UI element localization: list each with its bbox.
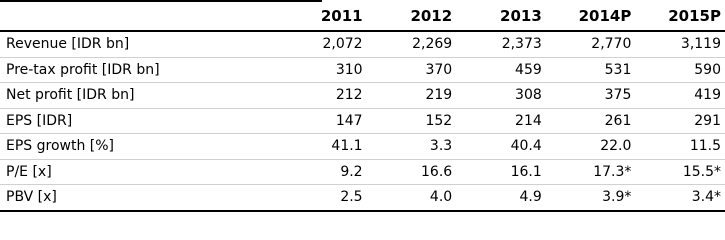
- table-cell: 3,119: [635, 31, 725, 57]
- table-cell: 2,770: [546, 31, 636, 57]
- table-row-pbv: [0, 185, 725, 211]
- row-label: PBV [x]: [0, 185, 277, 211]
- row-label: EPS [IDR]: [0, 108, 277, 134]
- table-cell: 214: [456, 108, 546, 134]
- table-row-net-profit: [0, 83, 725, 109]
- table-cell: 152: [367, 108, 457, 134]
- row-label: Net profit [IDR bn]: [0, 83, 277, 109]
- column-header-2011: 2011: [277, 2, 367, 31]
- table-cell: 2,269: [367, 31, 457, 57]
- table-cell: 4.0: [367, 185, 457, 211]
- table-cell: 2,072: [277, 31, 367, 57]
- table-cell: 308: [456, 83, 546, 109]
- table-cell: 370: [367, 57, 457, 83]
- table-cell: 590: [635, 57, 725, 83]
- table-cell: 219: [367, 83, 457, 109]
- row-label: EPS growth [%]: [0, 134, 277, 160]
- table-cell: 261: [546, 108, 636, 134]
- table-row-eps-growth: [0, 134, 725, 160]
- table-cell: 41.1: [277, 134, 367, 160]
- column-header-2014p: 2014P: [546, 2, 636, 31]
- table-cell: 3.9*: [546, 185, 636, 211]
- table-header-row: [0, 2, 725, 31]
- table-cell: 4.9: [456, 185, 546, 211]
- table-cell: 291: [635, 108, 725, 134]
- column-header-2013: 2013: [456, 2, 546, 31]
- table-cell: 531: [546, 57, 636, 83]
- row-label: Pre-tax profit [IDR bn]: [0, 57, 277, 83]
- table-cell: 11.5: [635, 134, 725, 160]
- table-cell: 3.3: [367, 134, 457, 160]
- table-cell: 22.0: [546, 134, 636, 160]
- table-cell: 16.6: [367, 159, 457, 185]
- table-cell: 40.4: [456, 134, 546, 160]
- table-cell: 2,373: [456, 31, 546, 57]
- table-cell: 15.5*: [635, 159, 725, 185]
- table-row-revenue: [0, 31, 725, 57]
- table-cell: 310: [277, 57, 367, 83]
- table-cell: 2.5: [277, 185, 367, 211]
- table-cell: 9.2: [277, 159, 367, 185]
- table-row-pe: [0, 159, 725, 185]
- table-cell: 147: [277, 108, 367, 134]
- table-row-eps: [0, 108, 725, 134]
- row-label: Revenue [IDR bn]: [0, 31, 277, 57]
- row-label: P/E [x]: [0, 159, 277, 185]
- table-cell: 17.3*: [546, 159, 636, 185]
- table-cell: 459: [456, 57, 546, 83]
- table-cell: 419: [635, 83, 725, 109]
- financial-summary-table: [0, 2, 725, 212]
- table-cell: 375: [546, 83, 636, 109]
- column-header-2015p: 2015P: [635, 2, 725, 31]
- table-cell: 212: [277, 83, 367, 109]
- table-cell: 16.1: [456, 159, 546, 185]
- header-label-cell: [0, 2, 277, 31]
- table-cell: 3.4*: [635, 185, 725, 211]
- table-row-pretax-profit: [0, 57, 725, 83]
- column-header-2012: 2012: [367, 2, 457, 31]
